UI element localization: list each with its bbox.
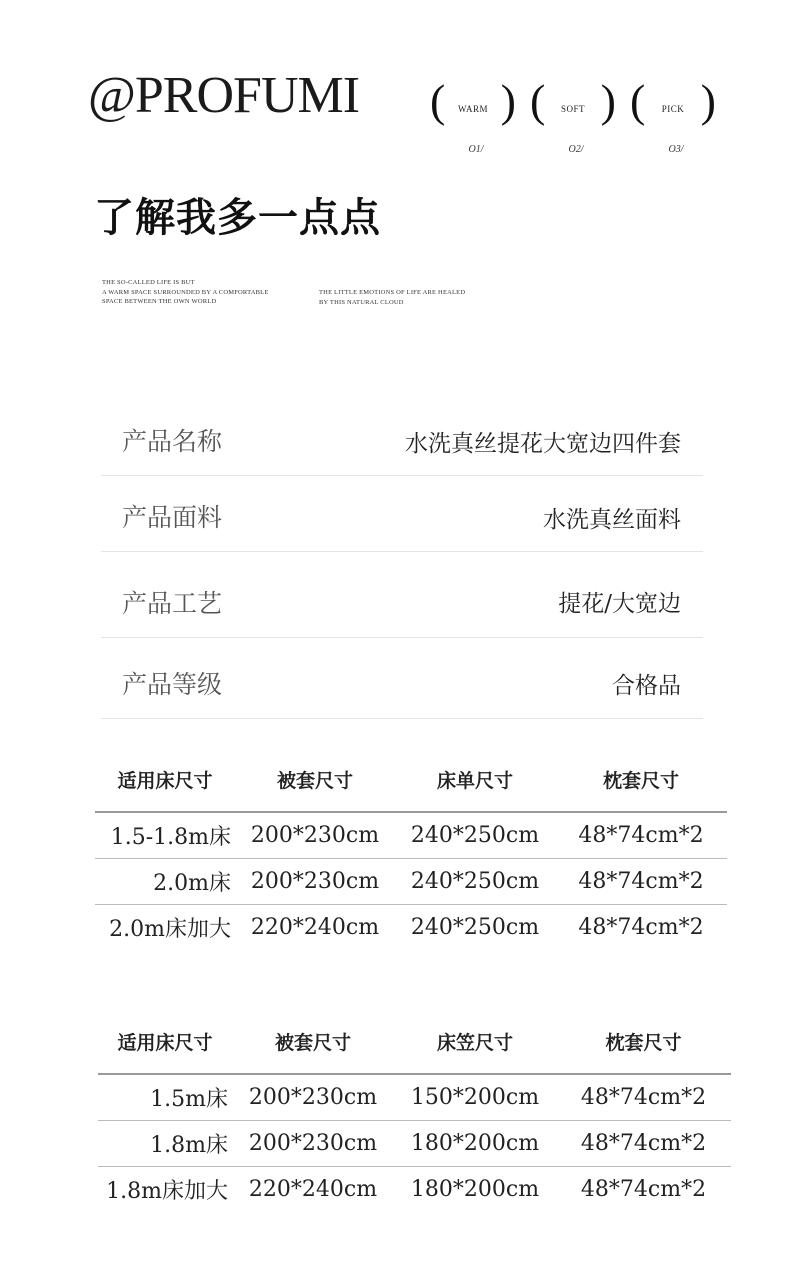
table-cell: 2.0m床 [95, 858, 235, 904]
table-row [98, 1166, 731, 1212]
size-table-sheet [95, 748, 727, 950]
tag-word: PICK [661, 104, 685, 114]
table-cell: 200*230cm [235, 812, 395, 858]
table-cell: 150*200cm [394, 1074, 556, 1120]
table-row [98, 1074, 731, 1120]
tag-number: O1/ [468, 144, 484, 155]
tag-warm [430, 75, 522, 162]
table-cell: 220*240cm [248, 1176, 378, 1202]
tag-number: O2/ [568, 144, 584, 155]
brand-logo: @PROFUMI [88, 67, 360, 124]
table-cell: 180*200cm [410, 1176, 540, 1202]
tag-pick [630, 75, 722, 162]
close-paren: ) [500, 75, 516, 126]
table-cell: 1.5m床 [98, 1074, 232, 1120]
open-paren: ( [530, 75, 546, 126]
table-cell: 48*74cm*2 [556, 1074, 731, 1120]
table-header: 床单尺寸 [395, 748, 555, 812]
table-header-row [98, 1010, 731, 1074]
table-cell: 1.8m床 [98, 1120, 232, 1166]
info-label: 产品工艺 [122, 589, 223, 618]
page-headline: 了解我多一点点 [94, 194, 381, 241]
info-value: 水洗真丝提花大宽边四件套 [405, 431, 681, 457]
table-cell: 48*74cm*2 [555, 858, 727, 904]
table-row [95, 812, 727, 858]
tag-word: SOFT [560, 104, 585, 114]
info-value: 合格品 [612, 673, 681, 699]
info-label: 产品等级 [122, 670, 223, 699]
table-cell: 2.0m床加大 [109, 916, 231, 942]
table-cell: 48*74cm*2 [555, 812, 727, 858]
info-row-fabric [101, 476, 703, 552]
table-cell: 48*74cm*2 [556, 1120, 731, 1166]
tag-group [430, 75, 730, 162]
table-cell: 48*74cm*2 [578, 914, 704, 940]
open-paren: ( [430, 75, 446, 126]
tagline-line: SPACE BETWEEN THE OWN WORLD [102, 298, 217, 305]
table-cell: 200*230cm [232, 1120, 394, 1166]
table-header: 适用床尺寸 [98, 1010, 232, 1074]
table-cell: 240*250cm [410, 914, 540, 940]
info-row-grade [101, 638, 703, 719]
table-header: 枕套尺寸 [555, 748, 727, 812]
table-row [95, 904, 727, 950]
tag-word: WARM [457, 104, 488, 114]
tagline-left [102, 278, 269, 307]
table-row [95, 858, 727, 904]
close-paren: ) [600, 75, 616, 126]
tagline-line: THE SO-CALLED LIFE IS BUT [102, 279, 195, 286]
table-cell: 1.5-1.8m床 [95, 812, 235, 858]
table-header: 床笠尺寸 [394, 1010, 556, 1074]
table-cell: 240*250cm [395, 858, 555, 904]
table-cell: 48*74cm*2 [580, 1176, 707, 1202]
product-info-list [101, 398, 703, 719]
open-paren: ( [630, 75, 646, 126]
table-cell: 200*230cm [232, 1074, 394, 1120]
table-header-row [95, 748, 727, 812]
table-cell: 220*240cm [250, 914, 380, 940]
table-cell: 200*230cm [235, 858, 395, 904]
table-cell: 1.8m床加大 [106, 1178, 228, 1204]
info-label: 产品面料 [122, 503, 223, 532]
info-value: 水洗真丝面料 [543, 507, 681, 533]
tag-number: O3/ [668, 144, 684, 155]
table-cell: 240*250cm [395, 812, 555, 858]
tag-soft [530, 75, 622, 162]
info-label: 产品名称 [122, 427, 223, 456]
table-header: 被套尺寸 [235, 748, 395, 812]
table-row [98, 1120, 731, 1166]
tagline-line: A WARM SPACE SURROUNDED BY A COMFORTABLE [102, 288, 269, 296]
tagline-line: THE LITTLE EMOTIONS OF LIFE ARE HEALED [319, 289, 466, 296]
size-table-fitted [98, 1010, 731, 1212]
info-value: 提花/大宽边 [558, 591, 681, 617]
info-row-name [101, 398, 703, 476]
tagline-line: BY THIS NATURAL CLOUD [319, 298, 404, 306]
info-row-craft [101, 552, 703, 638]
table-header: 适用床尺寸 [95, 748, 235, 812]
tagline-right [319, 288, 465, 307]
table-header: 被套尺寸 [232, 1010, 394, 1074]
table-cell: 180*200cm [394, 1120, 556, 1166]
table-header: 枕套尺寸 [556, 1010, 731, 1074]
close-paren: ) [700, 75, 716, 126]
